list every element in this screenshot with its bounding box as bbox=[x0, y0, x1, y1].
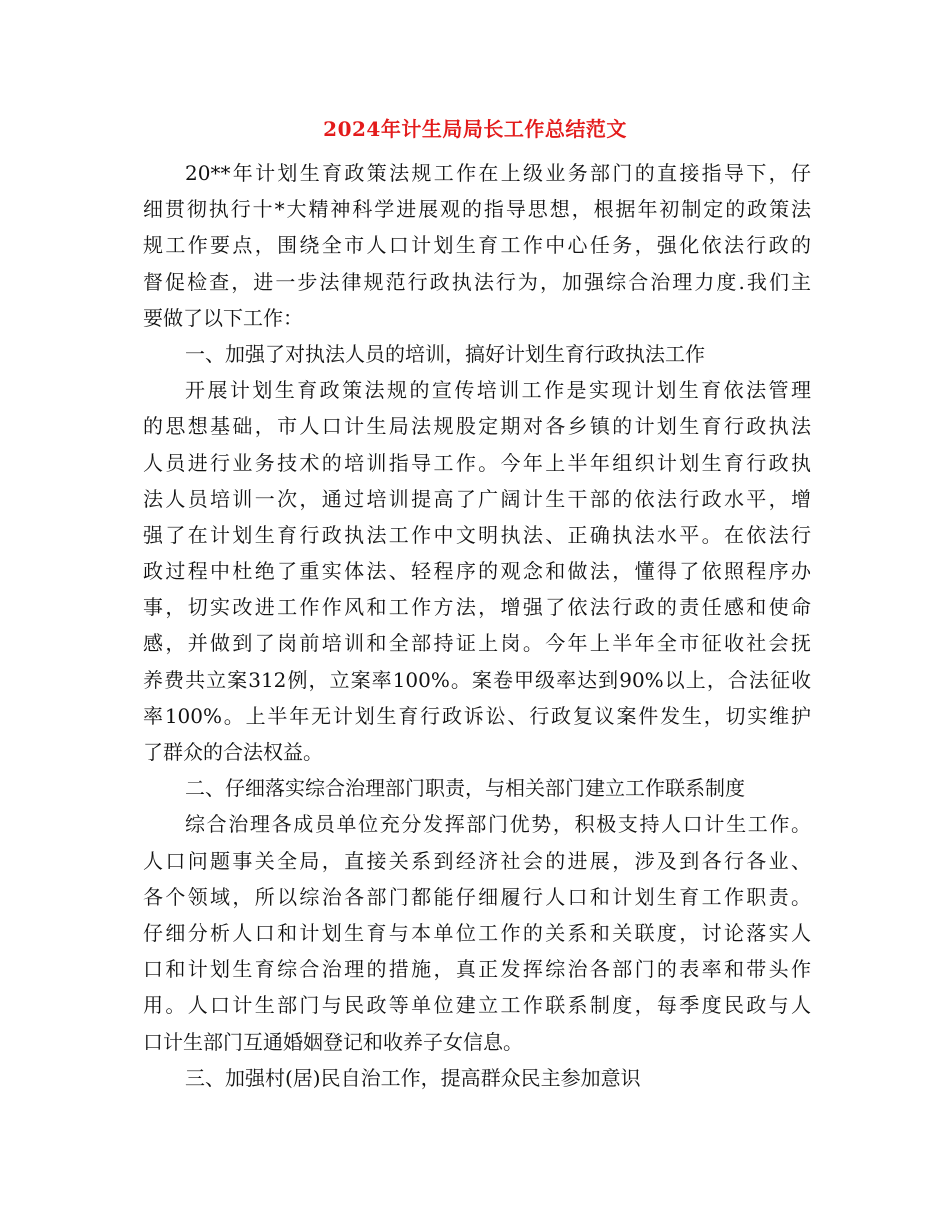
paragraph-line: 法人员培训一次，通过培训提高了广阔计生干部的依法行政水平，增 bbox=[143, 486, 811, 511]
section-heading: 三、加强村(居)民自治工作，提高群众民主参加意识 bbox=[185, 1065, 641, 1090]
paragraph-line: 政过程中杜绝了重实体法、轻程序的观念和做法，懂得了依照程序办 bbox=[143, 559, 811, 584]
paragraph-line: 要做了以下工作： bbox=[143, 305, 303, 330]
paragraph-line: 强了在计划生育行政执法工作中文明执法、正确执法水平。在依法行 bbox=[143, 522, 811, 547]
paragraph-line: 各个领域，所以综治各部门都能仔细履行人口和计划生育工作职责。 bbox=[143, 884, 811, 909]
paragraph-line: 口和计划生育综合治理的措施，真正发挥综治各部门的表率和带头作 bbox=[143, 957, 811, 982]
paragraph-line: 综合治理各成员单位充分发挥部门优势，积极支持人口计生工作。 bbox=[185, 812, 811, 837]
paragraph-line: 感，并做到了岗前培训和全部持证上岗。今年上半年全市征收社会抚 bbox=[143, 631, 811, 656]
paragraph-line: 养费共立案312例，立案率100%。案卷甲级率达到90%以上，合法征收 bbox=[143, 667, 811, 692]
section-heading: 一、加强了对执法人员的培训，搞好计划生育行政执法工作 bbox=[185, 341, 705, 366]
paragraph-line: 人员进行业务技术的培训指导工作。今年上半年组织计划生育行政执 bbox=[143, 450, 811, 475]
paragraph-line: 的思想基础，市人口计生局法规股定期对各乡镇的计划生育行政执法 bbox=[143, 414, 811, 439]
document-body bbox=[143, 155, 811, 1096]
section-heading: 二、仔细落实综合治理部门职责，与相关部门建立工作联系制度 bbox=[185, 776, 745, 801]
paragraph-line: 细贯彻执行十*大精神科学进展观的指导思想，根据年初制定的政策法 bbox=[143, 197, 811, 222]
paragraph-line: 督促检查，进一步法律规范行政执法行为，加强综合治理力度.我们主 bbox=[143, 269, 811, 294]
paragraph-line: 用。人口计生部门与民政等单位建立工作联系制度，每季度民政与人 bbox=[143, 993, 811, 1018]
paragraph-line: 率100%。上半年无计划生育行政诉讼、行政复议案件发生，切实维护 bbox=[143, 703, 811, 728]
paragraph-line: 人口问题事关全局，直接关系到经济社会的进展，涉及到各行各业、 bbox=[143, 848, 811, 873]
paragraph-line: 口计生部门互通婚姻登记和收养子女信息。 bbox=[143, 1029, 523, 1054]
paragraph-line: 20**年计划生育政策法规工作在上级业务部门的直接指导下，仔 bbox=[185, 161, 811, 185]
paragraph-line: 了群众的合法权益。 bbox=[143, 740, 323, 764]
paragraph-line: 规工作要点，围绕全市人口计划生育工作中心任务，强化依法行政的 bbox=[143, 233, 811, 258]
paragraph-line: 仔细分析人口和计划生育与本单位工作的关系和关联度，讨论落实人 bbox=[143, 920, 811, 945]
paragraph-line: 开展计划生育政策法规的宣传培训工作是实现计划生育依法管理 bbox=[185, 378, 811, 403]
paragraph-line: 事，切实改进工作作风和工作方法，增强了依法行政的责任感和使命 bbox=[143, 595, 811, 620]
document-title: 2024年计生局局长工作总结范文 bbox=[323, 117, 627, 141]
